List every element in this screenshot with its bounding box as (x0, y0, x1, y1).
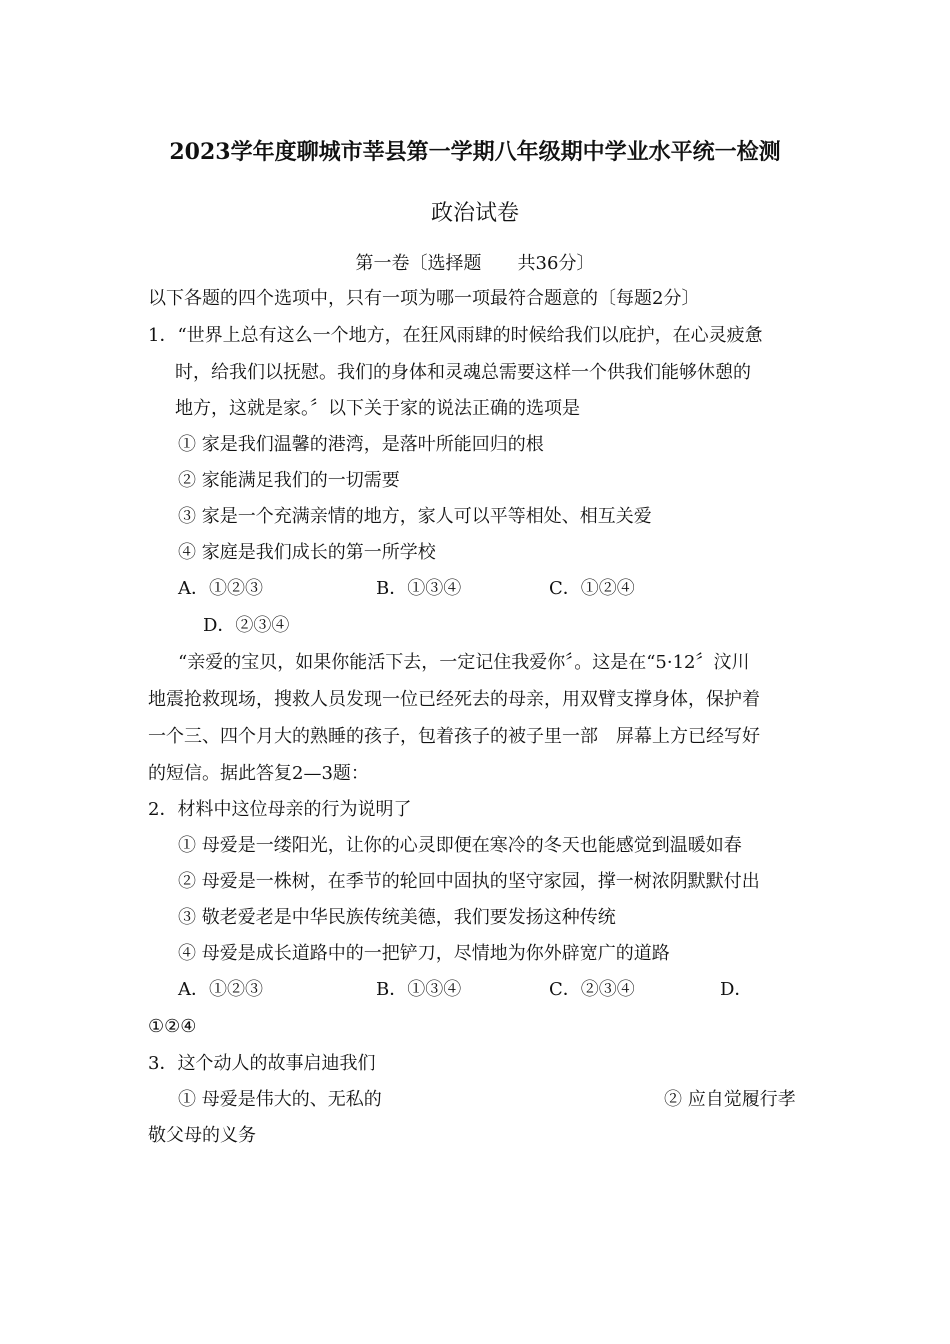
passage-line-4: 的短信。据此答复2—3题： (148, 763, 369, 784)
passage-line-3: 一个三、四个月大的熟睡的孩子，包着孩子的被子里一部 屏幕上方已经写好 (148, 726, 760, 747)
q2-option-d-value: ①②④ (148, 1016, 197, 1037)
q2-option-b: B．①③④ (376, 979, 462, 1000)
q1-stem-line-2: 时，给我们以抚慰。我们的身体和灵魂总需要这样一个供我们能够休憩的 (175, 362, 751, 383)
q1-item-4: ④ 家庭是我们成长的第一所学校 (178, 542, 436, 563)
q1-option-b: B．①③④ (376, 578, 462, 599)
q1-item-2: ② 家能满足我们的一切需要 (178, 470, 400, 491)
q1-item-3: ③ 家是一个充满亲情的地方，家人可以平等相处、相互关爱 (178, 506, 652, 527)
q2-item-1: ① 母爱是一缕阳光，让你的心灵即便在寒冷的冬天也能感觉到温暖如春 (178, 835, 742, 856)
exam-title: 2023学年度聊城市莘县第一学期八年级期中学业水平统一检测 (169, 139, 781, 165)
part-header: 第一卷〔选择题 共36分〕 (355, 253, 595, 274)
passage-line-2: 地震抢救现场，搜救人员发现一位已经死去的母亲，用双臂支撑身体，保护着 (148, 689, 760, 710)
q1-option-a: A．①②③ (178, 578, 263, 599)
q2-option-a: A．①②③ (178, 979, 263, 1000)
q1-option-c: C．①②④ (549, 578, 635, 599)
q1-stem-line-3: 地方，这就是家。〞以下关于家的说法正确的选项是 (175, 398, 580, 419)
q3-item-2: ② 应自觉履行孝 (664, 1089, 796, 1110)
q3-item-1: ① 母爱是伟大的、无私的 (178, 1089, 382, 1110)
q2-option-c: C．②③④ (549, 979, 635, 1000)
exam-subject: 政治试卷 (430, 201, 519, 226)
q2-stem: 2．材料中这位母亲的行为说明了 (148, 799, 412, 820)
q2-option-d-label: D． (720, 979, 753, 1000)
q2-item-2: ② 母爱是一株树，在季节的轮回中固执的坚守家园，撑一树浓阴默默付出 (178, 871, 760, 892)
q2-item-4: ④ 母爱是成长道路中的一把铲刀，尽情地为你外辟宽广的道路 (178, 943, 670, 964)
instruction: 以下各题的四个选项中，只有一项为哪一项最符合题意的〔每题2分〕 (148, 288, 700, 309)
q3-item-2-continued: 敬父母的义务 (148, 1125, 256, 1146)
q2-item-3: ③ 敬老爱老是中华民族传统美德，我们要发扬这种传统 (178, 907, 616, 928)
q1-option-d: D．②③④ (203, 615, 290, 636)
q3-stem: 3．这个动人的故事启迪我们 (148, 1053, 376, 1074)
passage-line-1: “亲爱的宝贝，如果你能活下去，一定记住我爱你〞。这是在“5·12〞汶川 (178, 652, 750, 673)
q1-item-1: ① 家是我们温馨的港湾，是落叶所能回归的根 (178, 434, 544, 455)
q1-stem-line-1: 1．“世界上总有这么一个地方，在狂风雨肆的时候给我们以庇护，在心灵疲惫 (148, 325, 763, 346)
